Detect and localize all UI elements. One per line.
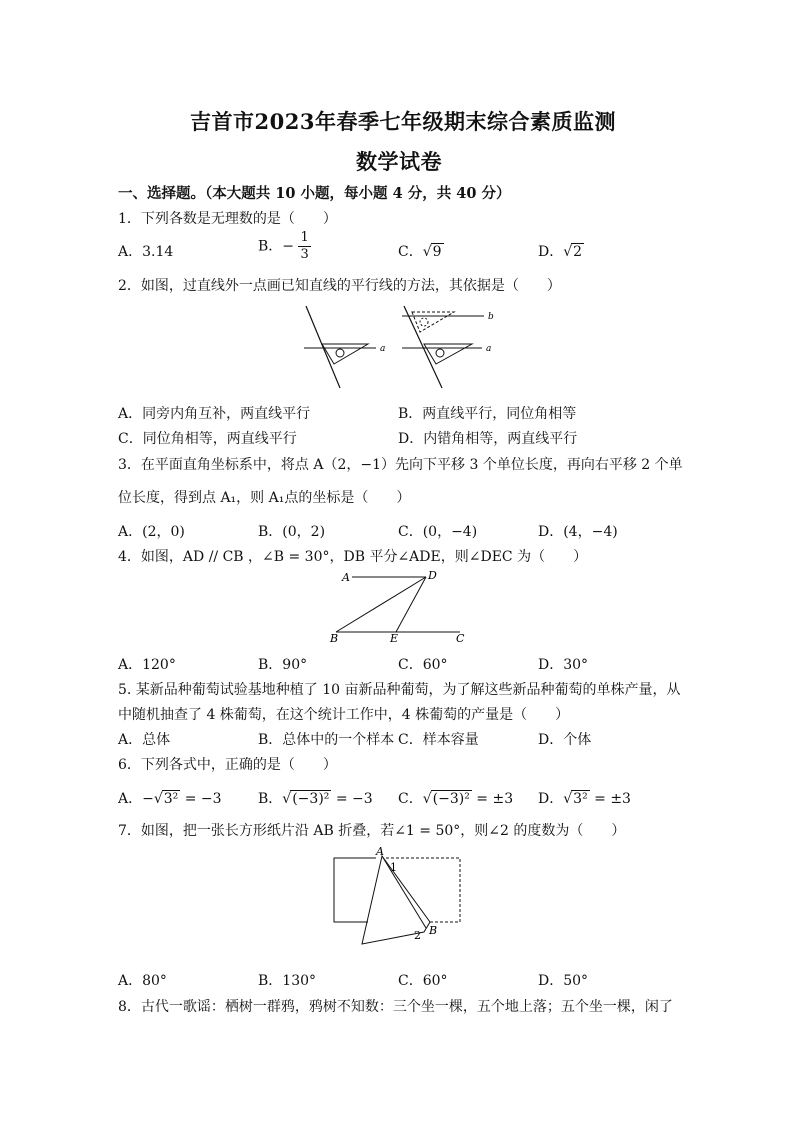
q1-option-c <box>398 241 444 261</box>
q3-option-d: D．(4，−4) <box>538 524 618 540</box>
q6-a-radicand: 3² <box>163 791 179 807</box>
q1-c-prefix: C． <box>398 244 423 260</box>
q7-option-d: D．50° <box>538 973 589 989</box>
q7-fold-line-AB <box>382 856 426 928</box>
q3-stem-line1: 3．在平面直角坐标系中，将点 A（2，−1）先向下平移 3 个单位长度，再向右平移 2 个单 <box>118 457 683 473</box>
q7-rect-left <box>334 858 376 922</box>
q6-c-suffix: = ±3 <box>471 791 514 807</box>
q1-option-d <box>538 241 584 261</box>
q2-fig2-hole <box>436 349 444 357</box>
sqrt-icon: √ <box>153 791 163 807</box>
q6-c-radicand: (−3)² <box>432 791 470 807</box>
page-subtitle: 数学试卷 <box>356 149 442 174</box>
q1-option-b <box>258 230 311 263</box>
q5-stem-line1: 5. 某新品种葡萄试验基地种植了 10 亩新品种葡萄，为了解这些新品种葡萄的单株产量，从 <box>118 682 681 698</box>
q6-option-b <box>258 788 373 808</box>
q4-line-DE <box>396 577 426 632</box>
q5-option-b: B．总体中的一个样本 <box>258 732 395 748</box>
sqrt-icon: √ <box>422 791 432 807</box>
q1-b-prefix: B．− <box>258 238 295 255</box>
q1-b-denominator: 3 <box>300 247 309 262</box>
sqrt-icon: √ <box>563 791 573 807</box>
q4-option-c: C．60° <box>398 657 448 673</box>
sqrt-icon: √ <box>422 244 432 260</box>
q4-line-DB <box>336 577 426 632</box>
q2-option-d: D．内错角相等，两直线平行 <box>398 431 578 447</box>
q3-option-c: C．(0，−4) <box>398 524 478 540</box>
q6-a-prefix: A．− <box>118 791 154 807</box>
section-heading: 一、选择题。（本大题共 10 小题，每小题 4 分，共 40 分） <box>118 185 511 202</box>
q6-option-d <box>538 788 631 808</box>
q5-option-c: C．样本容量 <box>398 732 479 748</box>
q2-stem: 2．如图，过直线外一点画已知直线的平行线的方法，其依据是（ ） <box>118 278 561 294</box>
q1-c-radicand: 9 <box>432 244 442 260</box>
q7-label-B: B <box>429 924 438 937</box>
q8-stem: 8．古代一歌谣：栖树一群鸦，鸦树不知数：三个坐一棵，五个地上落；五个坐一棵，闲了 <box>118 999 673 1015</box>
sqrt-icon: √ <box>282 791 292 807</box>
page-title: 吉首市2023年春季七年级期末综合素质监测 <box>190 109 616 134</box>
q7-option-b: B．130° <box>258 973 317 989</box>
q4-stem: 4．如图，AD // CB ，∠B = 30°，DB 平分∠ADE，则∠DEC 为（ ） <box>118 549 588 565</box>
q7-option-c: C．60° <box>398 973 448 989</box>
q6-b-prefix: B． <box>258 791 283 807</box>
q6-option-c <box>398 788 513 808</box>
q1-b-numerator: 1 <box>300 230 309 245</box>
q2-fig2-label-a: a <box>486 344 492 354</box>
q6-d-radicand: 3² <box>573 791 588 807</box>
q1-d-radicand: 2 <box>573 244 583 260</box>
q3-stem-line2: 位长度，得到点 A₁，则 A₁点的坐标是（ ） <box>118 490 411 506</box>
q6-a-suffix: = −3 <box>180 791 222 807</box>
q1-b-fraction <box>298 230 310 263</box>
q6-stem: 6．下列各式中，正确的是（ ） <box>118 757 337 773</box>
q6-d-prefix: D． <box>538 791 564 807</box>
q3-option-a: A．(2，0) <box>118 524 185 540</box>
q2-fig2-set-square-top <box>412 312 454 332</box>
q5-option-a: A．总体 <box>118 732 171 748</box>
q2-fig1-hole <box>336 349 344 357</box>
q2-figure <box>296 300 506 396</box>
q6-b-radicand: (−3)² <box>292 791 330 807</box>
q2-option-a: A．同旁内角互补，两直线平行 <box>118 406 311 422</box>
q7-label-A: A <box>376 845 384 858</box>
q7-figure <box>330 844 466 948</box>
q7-label-1: 1 <box>390 861 397 874</box>
q4-label-D: D <box>428 569 437 582</box>
q3-option-b: B．(0，2) <box>258 524 326 540</box>
q6-c-prefix: C． <box>398 791 423 807</box>
q2-option-c: C．同位角相等，两直线平行 <box>118 431 297 447</box>
q4-label-E: E <box>390 632 399 645</box>
q7-label-2: 2 <box>414 929 421 942</box>
q1-option-a: A．3.14 <box>118 244 174 260</box>
q6-d-suffix: = ±3 <box>589 791 631 807</box>
q4-label-B: B <box>330 632 339 645</box>
q5-stem-line2: 中随机抽查了 4 株葡萄，在这个统计工作中，4 株葡萄的产量是（ ） <box>118 707 570 723</box>
q4-option-b: B．90° <box>258 657 308 673</box>
q4-label-C: C <box>456 632 465 645</box>
q2-fig2-hole-top <box>420 318 428 326</box>
q7-stem: 7．如图，把一张长方形纸片沿 AB 折叠，若∠1 = 50°，则∠2 的度数为（ ） <box>118 823 626 839</box>
q1-stem: 1．下列各数是无理数的是（ ） <box>118 211 337 227</box>
q7-option-a: A．80° <box>118 973 167 989</box>
q1-d-prefix: D． <box>538 244 564 260</box>
q2-option-b: B．两直线平行，同位角相等 <box>398 406 577 422</box>
q2-fig1-ruler <box>306 306 340 388</box>
q6-option-a <box>118 788 222 808</box>
q2-fig2-set-square <box>424 344 472 364</box>
q4-figure <box>328 566 478 646</box>
q2-fig1-label-a: a <box>380 344 386 354</box>
q4-option-d: D．30° <box>538 657 589 673</box>
sqrt-icon: √ <box>563 244 573 260</box>
q2-fig2-label-b: b <box>488 312 494 322</box>
q6-b-suffix: = −3 <box>331 791 373 807</box>
q4-option-a: A．120° <box>118 657 176 673</box>
q5-option-d: D．个体 <box>538 732 592 748</box>
q4-label-A: A <box>342 571 350 584</box>
